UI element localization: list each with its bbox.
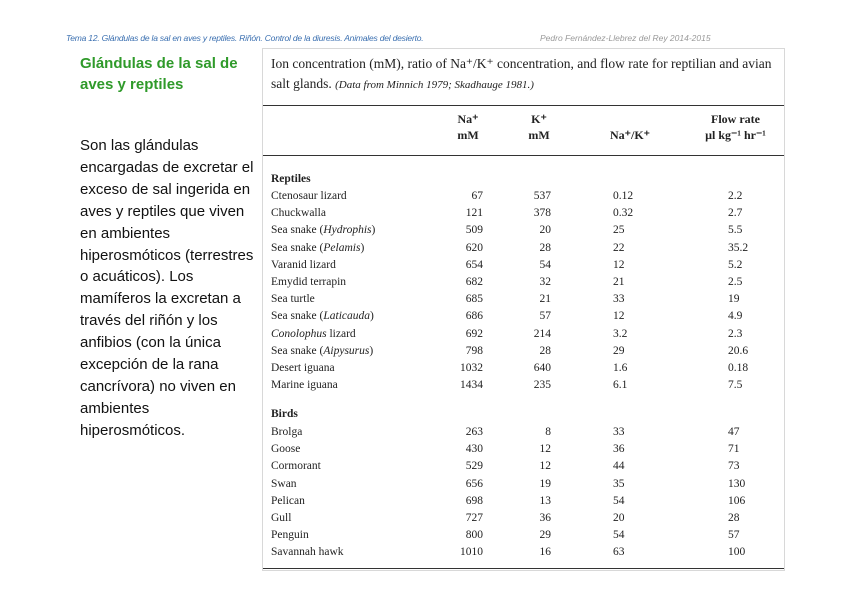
- flow-rate-cell: 57: [728, 529, 740, 542]
- table-row: [263, 495, 786, 512]
- k-cell: 214: [533, 327, 551, 340]
- na-cell: 121: [465, 207, 483, 220]
- ratio-cell: 0.12: [613, 190, 634, 202]
- k-cell: 29: [539, 529, 551, 542]
- species-cell: Chuckwalla: [271, 207, 326, 220]
- table-row: [263, 259, 786, 276]
- k-cell: 235: [533, 379, 551, 392]
- na-cell: 727: [465, 512, 483, 524]
- flow-rate-cell: 35.2: [728, 241, 749, 254]
- table-row: [263, 443, 786, 460]
- k-cell: 57: [539, 310, 551, 323]
- ratio-cell: 20: [613, 512, 625, 524]
- table-rule-header: [263, 155, 784, 156]
- column-header-flow-title: Flow rate: [711, 112, 760, 126]
- species-cell: Desert iguana: [271, 362, 335, 374]
- ratio-cell: 12: [613, 258, 625, 271]
- table-row: [263, 328, 786, 345]
- table-row: [263, 362, 786, 379]
- flow-rate-cell: 47: [728, 426, 740, 438]
- table-row: [263, 276, 786, 293]
- ratio-cell: 33: [613, 426, 625, 438]
- species-cell: Gull: [271, 512, 292, 524]
- na-cell: 686: [465, 310, 483, 323]
- slide-body-text: Son las glándulas encargadas de excretar el exceso de sal ingerida en aves y reptiles que viven en ambientes hiperosmóticos (terrestres o acuáticos). Los mamíferos la excretan a través del riñón y los anfibios (con la única excepción de la rana cancrívora) no viven en ambientes hiperosmóticos.: [80, 137, 254, 439]
- table-caption: [271, 54, 781, 95]
- column-header-k-unit: mM: [528, 128, 550, 142]
- species-cell: Sea turtle: [271, 293, 315, 306]
- table-row: [263, 207, 786, 224]
- species-cell: Brolga: [271, 426, 303, 438]
- flow-rate-cell: 100: [728, 546, 746, 559]
- table-row: [263, 224, 786, 241]
- table-row: [263, 478, 786, 495]
- ratio-cell: 6.1: [613, 379, 628, 392]
- k-cell: 28: [539, 241, 551, 254]
- ratio-cell: 63: [613, 546, 625, 559]
- k-cell: 36: [539, 512, 551, 524]
- k-cell: 537: [533, 190, 551, 202]
- ratio-cell: 29: [613, 344, 625, 357]
- table-row: [263, 426, 786, 443]
- na-cell: 529: [465, 460, 483, 473]
- ratio-cell: 1.6: [613, 362, 628, 374]
- table-row: [263, 345, 786, 362]
- flow-rate-cell: 2.2: [728, 190, 743, 202]
- flow-rate-cell: 5.5: [728, 224, 743, 237]
- k-cell: 54: [539, 258, 551, 271]
- flow-rate-cell: 130: [728, 477, 746, 490]
- na-cell: 698: [465, 494, 483, 507]
- species-cell: Marine iguana: [271, 379, 338, 392]
- species-cell: Varanid lizard: [271, 258, 336, 271]
- flow-rate-cell: 19: [728, 293, 740, 306]
- ratio-cell: 22: [613, 241, 625, 254]
- na-cell: 654: [465, 258, 483, 271]
- flow-rate-cell: 2.7: [728, 207, 743, 220]
- flow-rate-cell: 2.5: [728, 276, 743, 288]
- ratio-cell: 36: [613, 443, 625, 456]
- slide-header-topic: Tema 12. Glándulas de la sal en aves y reptiles. Riñón. Control de la diuresis. Animales del desierto.: [66, 33, 424, 43]
- species-cell: Conolophus lizard: [271, 327, 356, 340]
- species-cell: Pelican: [271, 494, 305, 507]
- section-label-reptiles: Reptiles: [271, 173, 311, 185]
- species-cell: Savannah hawk: [271, 546, 344, 559]
- table-row: [263, 379, 786, 396]
- column-header-na-unit: mM: [457, 128, 479, 142]
- k-cell: 12: [539, 460, 551, 473]
- k-cell: 28: [539, 344, 551, 357]
- ratio-cell: 54: [613, 529, 625, 542]
- flow-rate-cell: 5.2: [728, 258, 743, 271]
- species-cell: Sea snake (Aipysurus): [271, 344, 374, 357]
- k-cell: 13: [539, 494, 551, 507]
- table-rule-top: [263, 105, 784, 106]
- ratio-cell: 12: [613, 310, 625, 323]
- species-cell: Sea snake (Pelamis): [271, 241, 365, 254]
- k-cell: 16: [539, 546, 551, 559]
- flow-rate-cell: 2.3: [728, 327, 743, 340]
- flow-rate-cell: 4.9: [728, 310, 743, 323]
- species-cell: Cormorant: [271, 460, 321, 473]
- ratio-cell: 44: [613, 460, 625, 473]
- k-cell: 378: [533, 207, 551, 220]
- column-header-ratio: Na⁺/K⁺: [609, 128, 650, 142]
- ratio-cell: 25: [613, 224, 625, 237]
- na-cell: 798: [465, 344, 483, 357]
- ratio-cell: 21: [613, 276, 625, 288]
- na-cell: 656: [465, 477, 483, 490]
- table-row: [263, 242, 786, 259]
- ratio-cell: 33: [613, 293, 625, 306]
- flow-rate-cell: 73: [728, 460, 740, 473]
- k-cell: 19: [539, 477, 551, 490]
- species-cell: Emydid terrapin: [271, 276, 347, 288]
- flow-rate-cell: 20.6: [728, 344, 749, 357]
- flow-rate-cell: 71: [728, 443, 740, 456]
- species-cell: Sea snake (Laticauda): [271, 310, 374, 323]
- species-cell: Goose: [271, 443, 301, 456]
- flow-rate-cell: 7.5: [728, 379, 743, 392]
- k-cell: 32: [539, 276, 551, 288]
- column-header-k: [519, 111, 559, 143]
- column-header-flow-unit: µl kg⁻¹ hr⁻¹: [705, 128, 766, 142]
- ratio-cell: 54: [613, 494, 625, 507]
- table-source: (Data from Minnich 1979; Skadhauge 1981.): [335, 79, 534, 91]
- k-cell: 8: [545, 426, 551, 438]
- k-cell: 12: [539, 443, 551, 456]
- flow-rate-cell: 106: [728, 494, 746, 507]
- na-cell: 67: [471, 190, 483, 202]
- na-cell: 1434: [460, 379, 483, 392]
- na-cell: 263: [465, 426, 483, 438]
- table-row: [263, 529, 786, 546]
- ratio-cell: 0.32: [613, 207, 634, 220]
- ratio-cell: 3.2: [613, 327, 628, 340]
- table-row: [263, 190, 786, 207]
- k-cell: 640: [533, 362, 551, 374]
- section-label-birds: Birds: [271, 408, 298, 420]
- slide-title: Glándulas de la sal de aves y reptiles: [80, 55, 238, 93]
- na-cell: 1032: [460, 362, 483, 374]
- table-caption-text: Ion concentration (mM), ratio of Na⁺/K⁺ concentration, and flow rate for reptilian and avian salt glands.: [271, 56, 772, 91]
- ion-concentration-table: [262, 48, 785, 571]
- table-row: [263, 546, 786, 563]
- flow-rate-cell: 28: [728, 512, 740, 524]
- k-cell: 21: [539, 293, 551, 306]
- column-header-na: [448, 111, 488, 143]
- ratio-cell: 35: [613, 477, 625, 490]
- flow-rate-cell: 0.18: [728, 362, 749, 374]
- na-cell: 800: [465, 529, 483, 542]
- table-row: [263, 460, 786, 477]
- na-cell: 1010: [460, 546, 483, 559]
- column-header-na-ion: Na⁺: [457, 112, 479, 126]
- species-cell: Penguin: [271, 529, 309, 542]
- species-cell: Swan: [271, 477, 297, 490]
- table-row: [263, 512, 786, 529]
- slide-header-author: Pedro Fernández-Llebrez del Rey 2014-2015: [540, 33, 711, 43]
- k-cell: 20: [539, 224, 551, 237]
- species-cell: Sea snake (Hydrophis): [271, 224, 376, 237]
- table-rule-bottom: [263, 568, 784, 569]
- na-cell: 682: [465, 276, 483, 288]
- na-cell: 692: [465, 327, 483, 340]
- column-header-k-ion: K⁺: [531, 112, 547, 126]
- table-row: [263, 310, 786, 327]
- na-cell: 685: [465, 293, 483, 306]
- na-cell: 430: [465, 443, 483, 456]
- na-cell: 620: [465, 241, 483, 254]
- table-row: [263, 293, 786, 310]
- na-cell: 509: [465, 224, 483, 237]
- species-cell: Ctenosaur lizard: [271, 190, 347, 202]
- column-header-flow-rate: [688, 111, 783, 143]
